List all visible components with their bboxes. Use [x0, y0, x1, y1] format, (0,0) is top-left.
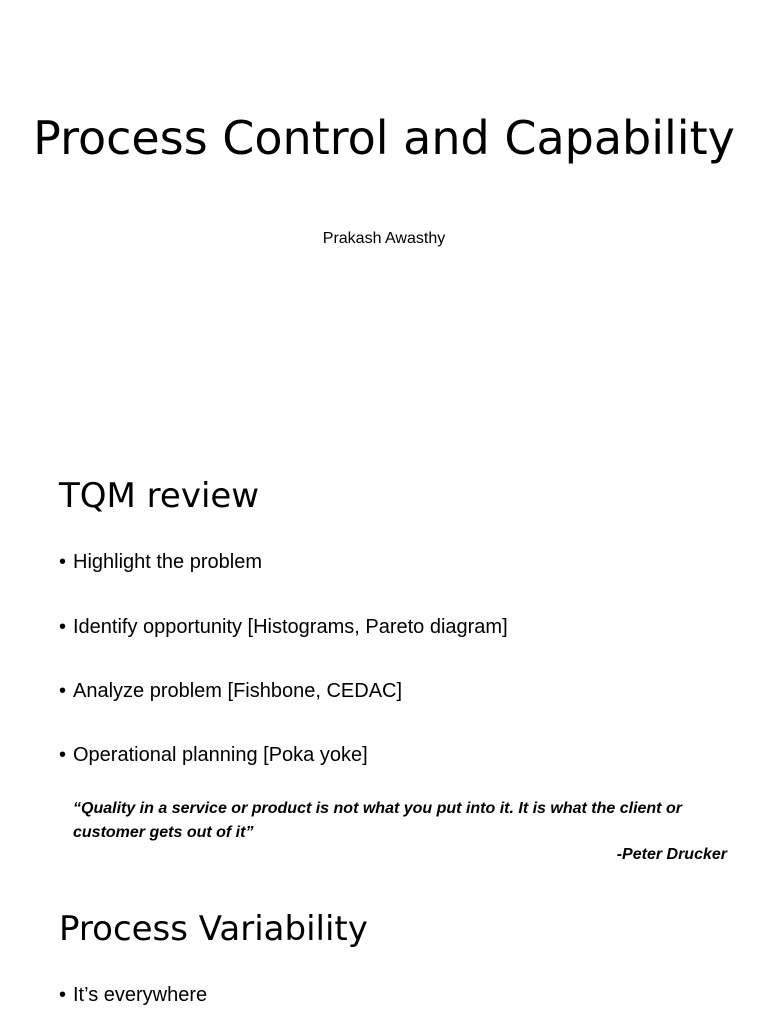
bullet-text: Operational planning [Poka yoke]: [73, 744, 368, 766]
quote-text: “Quality in a service or product is not what you put into it. It is what the client or customer gets out of it”: [73, 800, 682, 841]
bullet-item: [59, 982, 207, 1008]
bullet-text: Identify opportunity [Histograms, Pareto diagram]: [73, 616, 508, 638]
bullet-text: Analyze problem [Fishbone, CEDAC]: [73, 680, 403, 702]
bullet-icon: •: [59, 744, 67, 766]
presentation-title: Process Control and Capability: [33, 111, 735, 165]
bullet-icon: •: [59, 616, 67, 638]
bullet-icon: •: [59, 680, 67, 702]
quote-author: -Peter Drucker: [616, 846, 727, 863]
bullet-icon: •: [59, 551, 67, 573]
bullet-text: Highlight the problem: [73, 551, 262, 573]
slide-heading: Process Variability: [59, 909, 368, 949]
bullet-item: [59, 742, 368, 768]
bullet-item: [59, 614, 508, 640]
bullet-icon: •: [59, 984, 67, 1006]
bullet-item: [59, 678, 402, 704]
bullet-item: [59, 549, 262, 575]
slide-heading: TQM review: [59, 476, 260, 516]
bullet-text: It’s everywhere: [73, 984, 208, 1006]
presentation-author: Prakash Awasthy: [322, 230, 446, 247]
